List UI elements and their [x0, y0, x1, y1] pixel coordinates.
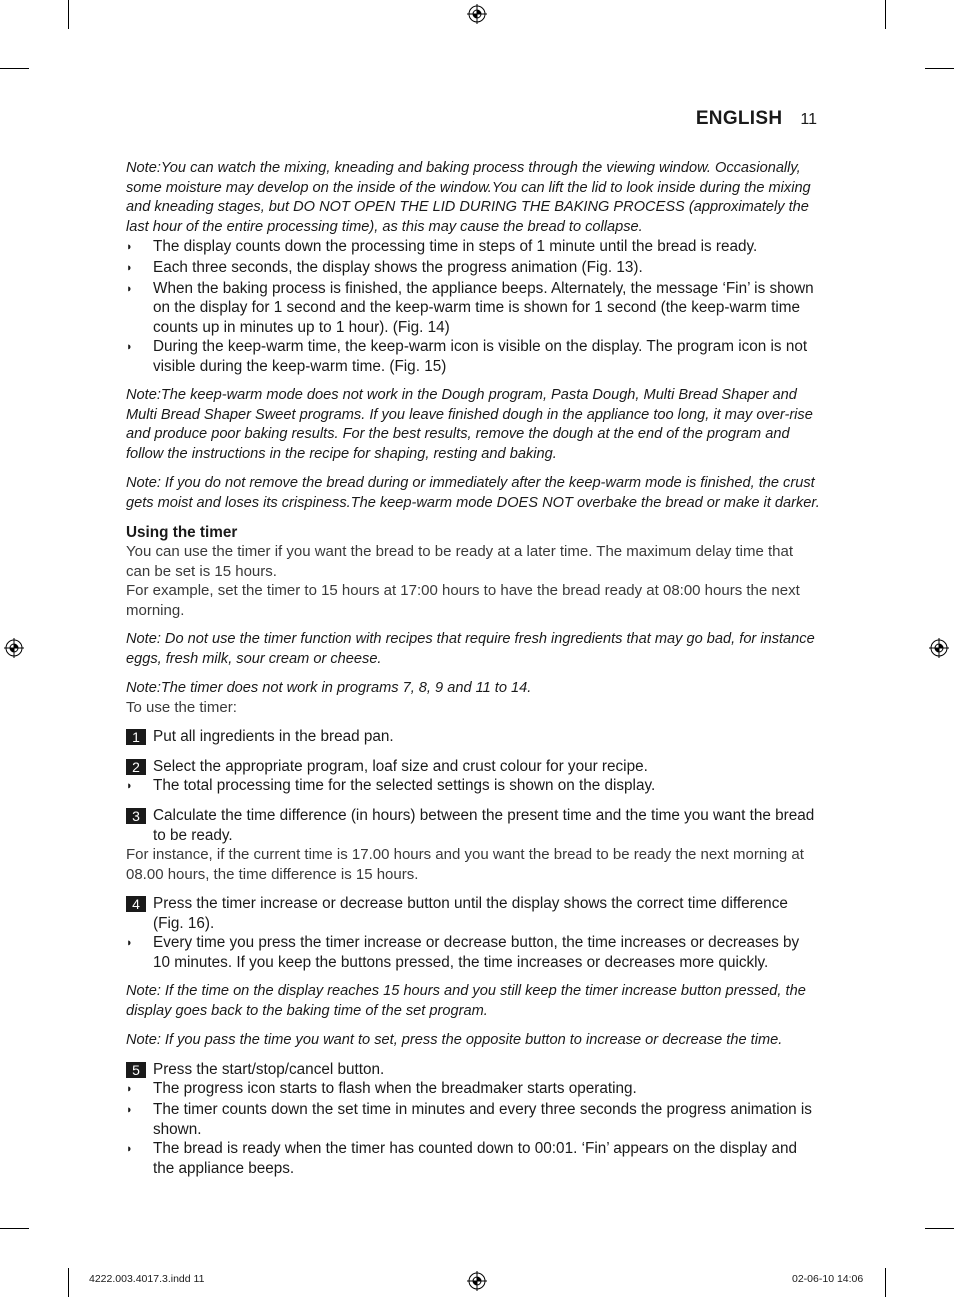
bullet-item: ◗ The total processing time for the selected settings is shown on the display.: [126, 776, 820, 797]
bullet-icon: ◗: [126, 1143, 133, 1156]
step-example: For instance, if the current time is 17.00 hours and you want the bread to be ready the next morning at 08.00 hours, the time difference is 15 hours.: [126, 846, 804, 883]
crop-mark: [68, 1268, 69, 1297]
step-number: 4: [126, 896, 146, 912]
bullet-icon: ◗: [126, 780, 133, 793]
note-fresh-ingredients: Note: Do not use the timer function with recipes that require fresh ingredients that may go bad, for instance eggs, fresh milk, sour cream or cheese.: [126, 631, 815, 667]
bullet-icon: ◗: [126, 937, 133, 950]
language-label: ENGLISH: [695, 108, 783, 129]
bullet-item: ◗ Every time you press the timer increase or decrease button, the time increases or decreases by 10 minutes. If you keep the buttons pressed, the time increases or decreases more quickly.: [126, 934, 800, 971]
note-timer-limit: Note: If the time on the display reaches 15 hours and you still keep the timer increase button pressed, the display goes back to the baking time of the set program.: [126, 982, 806, 1019]
bullet-icon: ◗: [126, 282, 133, 295]
step-number: 5: [126, 1062, 146, 1078]
step-item: 1 Put all ingredients in the bread pan.: [126, 727, 820, 747]
bullet-item: ◗ When the baking process is finished, the appliance beeps. Alternately, the message ‘Fin’ is shown on the display for 1 second and the keep-warm time is shown for 1 second (the keep-warm time counts up in minutes up to 1 hour). (Fig. 14): [126, 279, 814, 336]
bullet-item: ◗ During the keep-warm time, the keep-warm icon is visible on the display. The program icon is not visible during the keep-warm time. (Fig. 15): [126, 338, 808, 375]
bullet-item: ◗ Each three seconds, the display shows the progress animation (Fig. 13).: [126, 258, 820, 279]
crop-mark: [885, 0, 886, 29]
footer-file-name: 4222.003.4017.3.indd 11: [89, 1273, 205, 1285]
step-item: 3 Calculate the time difference (in hours) between the present time and the time you want the bread to be ready.: [126, 806, 820, 845]
page-content: [126, 159, 820, 1178]
note-opposite-button: Note: If you pass the time you want to set, press the opposite button to increase or decrease the time.: [126, 1031, 783, 1048]
bullet-icon: ◗: [126, 1083, 133, 1096]
to-use-label: To use the timer:: [126, 699, 237, 717]
step-item: 4 Press the timer increase or decrease button until the display shows the correct time difference (Fig. 16).: [126, 894, 820, 933]
note-timer-programs: Note:The timer does not work in programs 7, 8, 9 and 11 to 14.: [126, 679, 532, 696]
crop-mark: [0, 68, 29, 69]
bullet-item: ◗ The bread is ready when the timer has counted down to 00:01. ‘Fin’ appears on the display and the appliance beeps.: [126, 1140, 798, 1177]
registration-mark-icon: [467, 1271, 487, 1291]
note-crust: Note: If you do not remove the bread during or immediately after the keep-warm mode is finished, the crust gets moist and loses its crispiness.The keep-warm mode DOES NOT overbake the bread or make it darker.: [126, 474, 820, 511]
bullet-item: ◗ The progress icon starts to flash when the breadmaker starts operating.: [126, 1079, 820, 1100]
bullet-icon: ◗: [126, 1103, 133, 1116]
crop-mark: [885, 1268, 886, 1297]
note-viewing-window: Note:You can watch the mixing, kneading and baking process through the viewing window. Occasionally, some moisture may develop on the inside of the window.You can lift the lid to look inside during the mixing and kneading stages, but DO NOT OPEN THE LID DURING THE BAKING PROCESS (approximately the last hour of the entire processing time), as this may cause the bread to collapse.: [126, 160, 811, 235]
bullet-item: ◗ The timer counts down the set time in minutes and every three seconds the progress animation is shown.: [126, 1100, 812, 1138]
crop-mark: [0, 1228, 29, 1229]
crop-mark: [925, 68, 954, 69]
step-number: 3: [126, 808, 146, 824]
registration-mark-icon: [929, 638, 949, 658]
registration-mark-icon: [4, 638, 24, 658]
timer-intro: You can use the timer if you want the bread to be ready at a later time. The maximum delay time that can be set is 15 hours.: [126, 543, 794, 580]
step-item: 2 Select the appropriate program, loaf size and crust colour for your recipe.: [126, 757, 820, 777]
section-heading: Using the timer: [126, 523, 238, 541]
bullet-icon: ◗: [126, 241, 133, 254]
bullet-item: ◗ The display counts down the processing time in steps of 1 minute until the bread is ready.: [126, 237, 820, 258]
footer-date: 02-06-10 14:06: [792, 1273, 864, 1285]
note-keep-warm: Note:The keep-warm mode does not work in the Dough program, Pasta Dough, Multi Bread Shaper and Multi Bread Shaper Sweet programs. If you leave finished dough in the appliance too long, it may over-rise and produce poor baking results. For the best results, remove the dough at the end of the program and follow the instructions in the recipe for shaping, resting and baking.: [126, 387, 813, 462]
crop-mark: [68, 0, 69, 29]
registration-mark-icon: [467, 4, 487, 24]
step-item: 5 Press the start/stop/cancel button.: [126, 1060, 820, 1080]
page-number: 11: [800, 111, 817, 128]
crop-mark: [925, 1228, 954, 1229]
step-number: 2: [126, 759, 146, 775]
page-header: [696, 108, 817, 130]
timer-example: For example, set the timer to 15 hours at 17:00 hours to have the bread ready at 08:00 hours the next morning.: [126, 582, 800, 619]
step-number: 1: [126, 729, 146, 745]
bullet-icon: ◗: [126, 261, 133, 274]
bullet-icon: ◗: [126, 341, 133, 354]
